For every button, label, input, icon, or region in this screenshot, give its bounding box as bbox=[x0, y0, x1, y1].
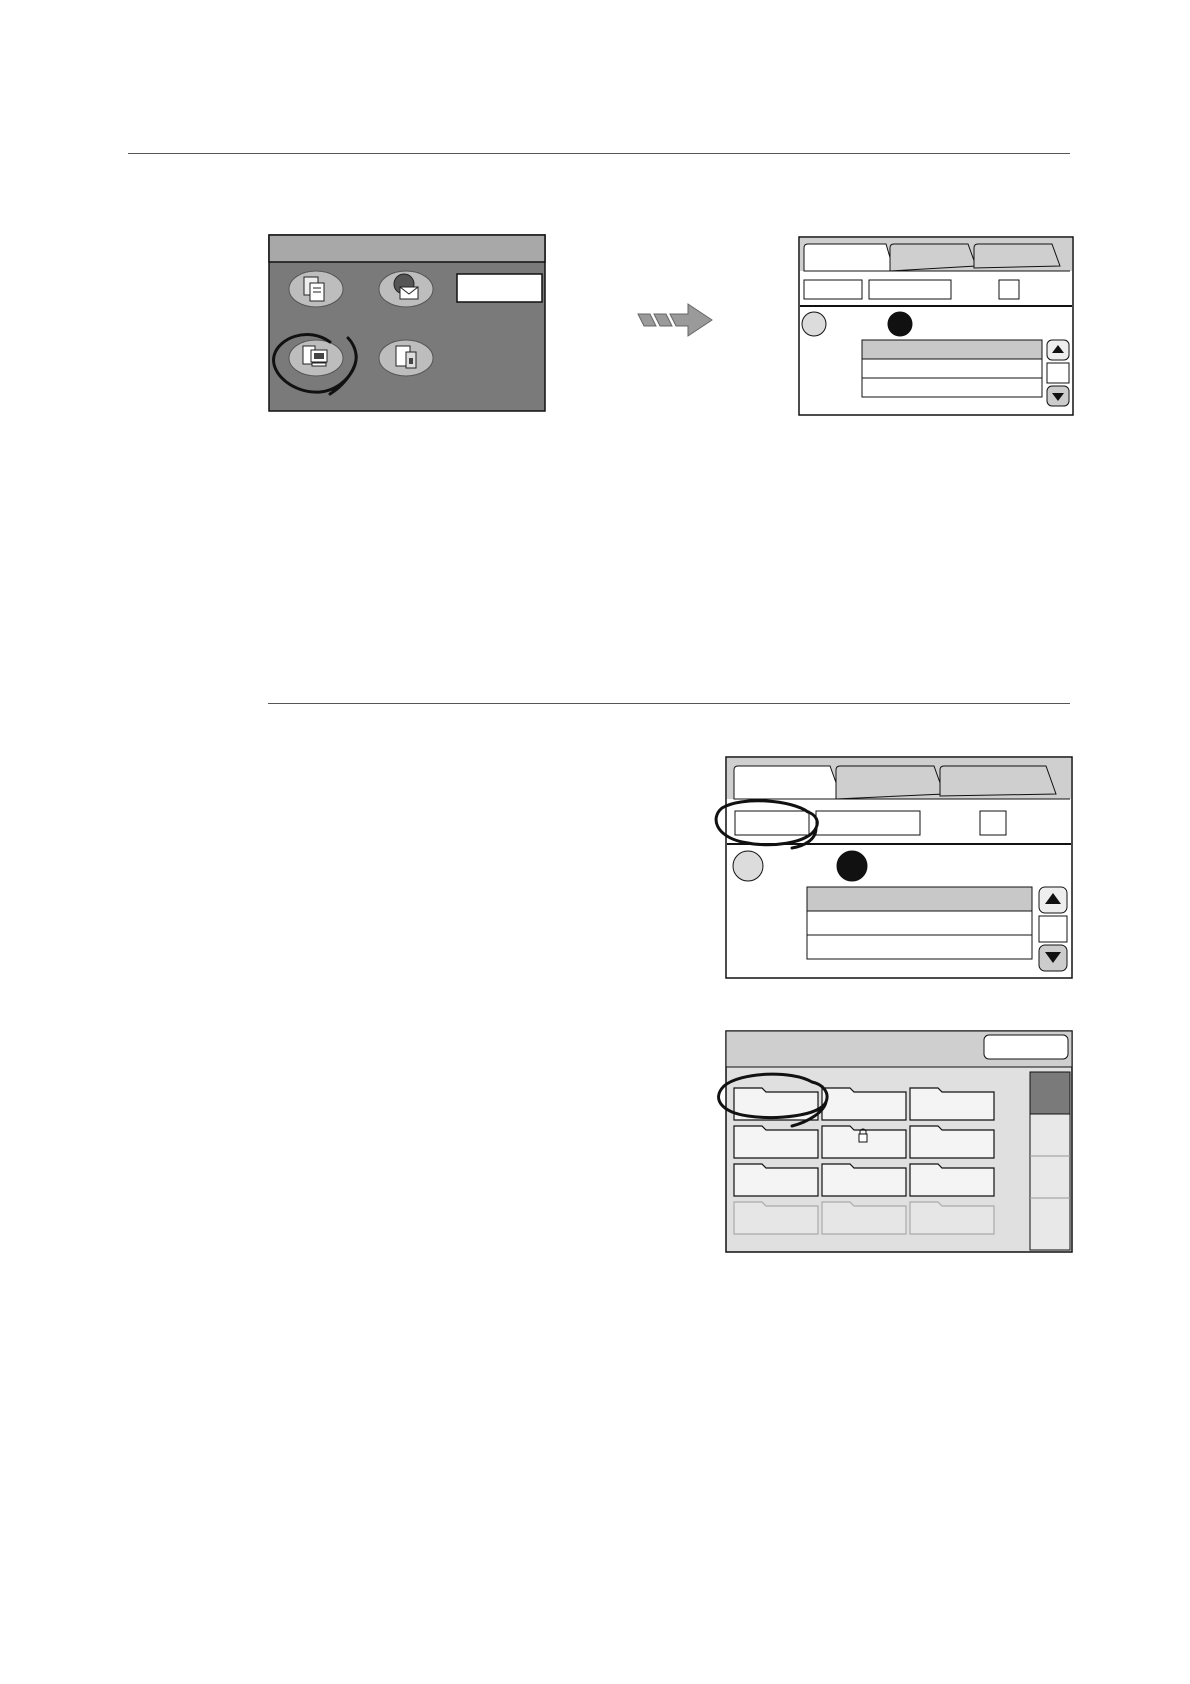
services-menu-panel bbox=[268, 234, 546, 412]
network-scan-icon[interactable] bbox=[379, 340, 433, 376]
round-button-dark[interactable] bbox=[837, 851, 867, 881]
round-button-light[interactable] bbox=[733, 851, 763, 881]
folder-8[interactable] bbox=[822, 1164, 906, 1196]
scan-to-pc-icon[interactable] bbox=[289, 340, 343, 376]
top-rule bbox=[128, 153, 1070, 154]
list-row-2[interactable] bbox=[807, 911, 1032, 935]
list-row-3[interactable] bbox=[862, 378, 1042, 397]
scroll-page-box bbox=[1039, 916, 1067, 942]
folder-7[interactable] bbox=[734, 1164, 818, 1196]
folder-12 bbox=[910, 1202, 994, 1234]
list-row-3[interactable] bbox=[807, 935, 1032, 959]
small-button[interactable] bbox=[980, 811, 1006, 835]
folder-9[interactable] bbox=[910, 1164, 994, 1196]
folder-6[interactable] bbox=[910, 1126, 994, 1158]
scroll-page-box bbox=[1047, 363, 1069, 383]
folder-10 bbox=[734, 1202, 818, 1234]
transfer-protocol-button[interactable] bbox=[735, 811, 809, 835]
next-arrow bbox=[636, 302, 716, 338]
folder-11 bbox=[822, 1202, 906, 1234]
scroll-position-indicator[interactable] bbox=[1030, 1072, 1070, 1114]
list-row-1[interactable] bbox=[807, 887, 1032, 911]
copy-icon[interactable] bbox=[289, 271, 343, 307]
email-icon[interactable] bbox=[379, 271, 433, 307]
round-button-light[interactable] bbox=[802, 312, 826, 336]
tab-2[interactable] bbox=[890, 244, 976, 271]
folder-3[interactable] bbox=[910, 1088, 994, 1120]
round-button-dark[interactable] bbox=[888, 312, 912, 336]
tab-1[interactable] bbox=[734, 766, 842, 799]
list-row-1[interactable] bbox=[862, 340, 1042, 359]
small-button[interactable] bbox=[999, 280, 1019, 299]
tab-2[interactable] bbox=[836, 766, 944, 799]
all-services-button[interactable] bbox=[457, 274, 542, 302]
folder-4[interactable] bbox=[734, 1126, 818, 1158]
list-row-2[interactable] bbox=[862, 359, 1042, 378]
tab-3[interactable] bbox=[940, 766, 1056, 796]
address-book-button[interactable] bbox=[816, 811, 920, 835]
close-button[interactable] bbox=[984, 1035, 1068, 1059]
folder-2[interactable] bbox=[822, 1088, 906, 1120]
scan-to-pc-screen bbox=[798, 236, 1074, 416]
folder-select-screen bbox=[712, 1030, 1074, 1254]
section-rule bbox=[268, 703, 1070, 704]
tab-3[interactable] bbox=[974, 244, 1060, 268]
tab-1[interactable] bbox=[804, 244, 894, 271]
transfer-protocol-button[interactable] bbox=[804, 280, 862, 299]
address-book-button[interactable] bbox=[869, 280, 951, 299]
scan-to-pc-screen-highlight bbox=[712, 756, 1074, 980]
services-header-bar bbox=[269, 235, 545, 262]
